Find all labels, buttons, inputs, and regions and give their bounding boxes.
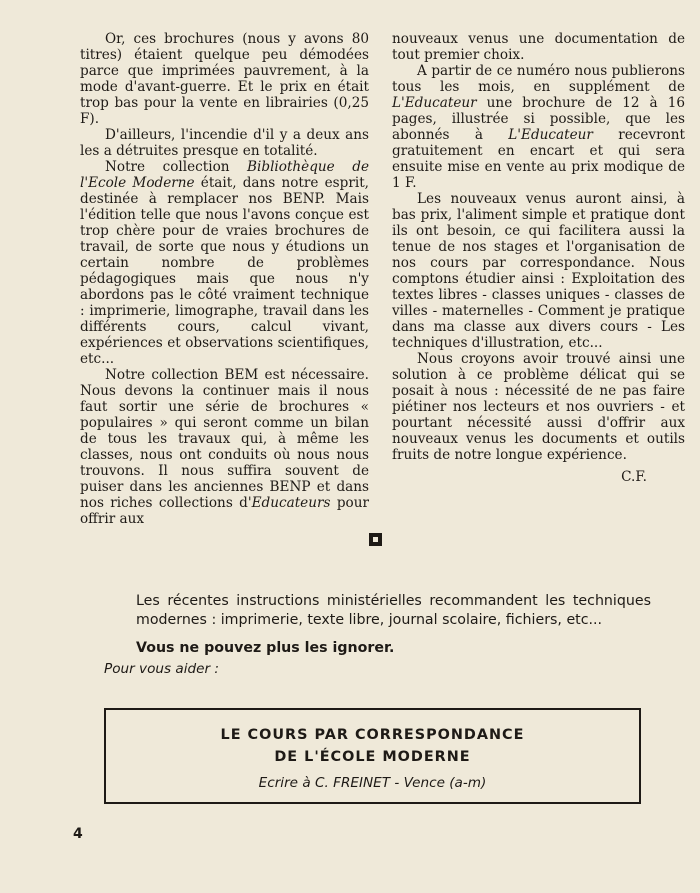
- paragraph: Or, ces brochures (nous y avons 80 titres) étaient quelque peu démodées parce que imprimées pauvrement, à la mode d'avant-guerre. Et le prix en était trop bas pour la vente en librairies (0,25 F).: [80, 31, 369, 127]
- italic-title: L'Educateur: [508, 127, 593, 143]
- advert-box: [104, 708, 641, 804]
- box-contact: Ecrire à C. FREINET - Vence (a-m): [258, 775, 487, 791]
- text-run: Notre collection: [105, 159, 248, 175]
- section-divider-icon: [369, 533, 382, 546]
- italic-title: Educateurs: [251, 495, 331, 511]
- text-run: Notre collection BEM est nécessaire. Nous devons la continuer mais il nous faut sortir une série de brochures « populaires » qui seront comme un bilan de tous les travaux qui, à même les classes, nous ont conduits où nous nous trouvons. Il nous suffira souvent de puiser dans les anciennes BENP et dans nos riches collections d': [80, 367, 369, 511]
- paragraph: Nous croyons avoir trouvé ainsi une solution à ce problème délicat qui se posait à nous : nécessité de ne pas faire piétiner nos lecteurs et nos ouvriers - et pourtant nécessité aussi d'offrir aux nouveaux venus les documents et outils fruits de notre longue expérience.: [392, 351, 685, 463]
- box-title-line2: DE L'ÉCOLE MODERNE: [274, 749, 471, 765]
- box-title-line1: LE COURS PAR CORRESPONDANCE: [220, 727, 525, 743]
- paragraph: nouveaux venus une documentation de tout premier choix.: [392, 31, 685, 63]
- paragraph: D'ailleurs, l'incendie d'il y a deux ans les a détruites presque en totalité.: [80, 127, 369, 159]
- advert-headline: Vous ne pouvez plus les ignorer.: [136, 640, 395, 656]
- paragraph: [392, 63, 685, 191]
- page-number: 4: [73, 826, 83, 842]
- text-run: une brochure de 12 à 16 pages, illustrée si possible, que les abonnés à: [392, 95, 685, 143]
- paragraph: Les nouveaux venus auront ainsi, à bas prix, l'aliment simple et pratique dont ils ont besoin, ce qui facilitera aussi la tenue de nos stages et l'organisation de nos cours par correspondance. Nous comptons étudier ainsi : Exploitation des textes libres - classes uniques - classes de villes - maternelles - Comment je pratique dans ma classe aux divers cours - Les techniques d'illustration, etc...: [392, 191, 685, 351]
- italic-title: L'Educateur: [392, 95, 477, 111]
- right-column: [392, 31, 685, 485]
- text-run: recevront gratuitement en encart et qui sera ensuite mise en vente au prix modique de 1 F.: [392, 127, 685, 191]
- paragraph: [80, 159, 369, 367]
- advert: [104, 592, 664, 677]
- text-run: pour offrir aux: [80, 495, 369, 527]
- advert-text: Les récentes instructions ministérielles recommandent les techniques modernes : imprimerie, texte libre, journal scolaire, fichiers, etc...: [136, 593, 651, 628]
- signature: C.F.: [621, 469, 647, 485]
- text-run: A partir de ce numéro nous publierons tous les mois, en supplément de: [392, 63, 685, 95]
- paragraph: [80, 367, 369, 527]
- italic-title: Bibliothèque de l'Ecole Moderne: [80, 159, 369, 191]
- advert-aid: Pour vous aider :: [104, 661, 220, 677]
- left-column: [80, 31, 369, 527]
- text-run: était, dans notre esprit, destinée à remplacer nos BENP. Mais l'édition telle que nous l'avons conçue est trop chère pour de vraies brochures de travail, de sorte que nous y étudions un certain nombre de problèmes pédagogiques mais que nous n'y abordons pas le côté vraiment technique : imprimerie, limographe, travail dans les différents cours, calcul vivant, expériences et observations scientifiques, etc...: [80, 175, 369, 367]
